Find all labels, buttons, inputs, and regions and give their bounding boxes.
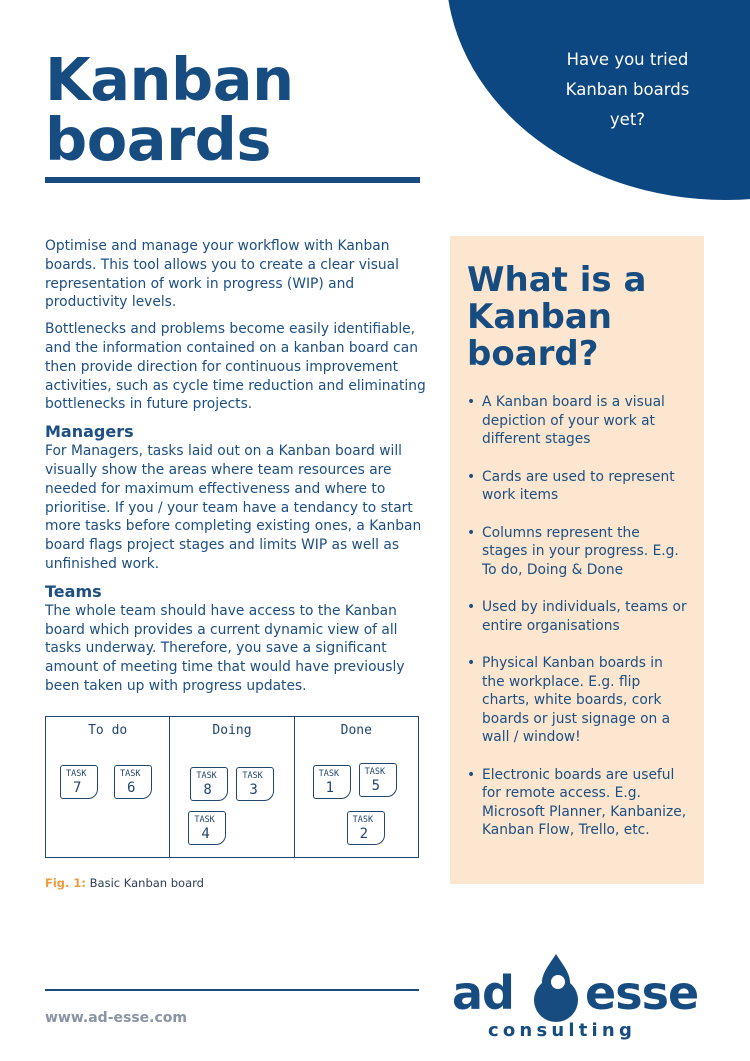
task-label: TASK: [196, 771, 217, 781]
footer-divider: [45, 989, 419, 991]
panel-heading-line: What is a: [467, 260, 647, 300]
tagline: [550, 45, 705, 135]
task-card: [188, 811, 226, 845]
bullet-item: • Columns represent the stages in your progress. E.g. To do, Doing & Done: [467, 524, 688, 580]
intro-paragraph: Optimise and manage your workflow with Kanban boards. This tool allows you to create a clear visual representation of work in progress (WIP) and productivity levels.: [45, 238, 399, 311]
logo-drop-icon: [528, 948, 584, 1030]
task-number: 7: [73, 780, 82, 796]
tagline-line: yet?: [609, 110, 646, 129]
panel-heading-line: Kanban: [467, 297, 612, 337]
managers-paragraph: For Managers, tasks laid out on a Kanban board will visually show the areas where team resources are needed for maximum effectiveness and where to prioritise. If you / your team have a tendancy to start more tasks before completing existing ones, a Kanban board flags project stages and limits WIP as well as unfinished work.: [45, 443, 422, 572]
intro-paragraph: Bottlenecks and problems become easily identifiable, and the information contained on a kanban board can then provide direction for continuous improvement activities, such as cycle time reduction and eliminating bottlenecks in future projects.: [45, 321, 426, 413]
task-card: [359, 763, 397, 797]
panel-heading: [467, 262, 688, 373]
title-line: boards: [45, 105, 272, 174]
board-column-doing: [170, 717, 294, 857]
task-number: 1: [325, 780, 335, 796]
column-heading: Done: [340, 723, 372, 738]
task-card: [190, 767, 228, 801]
logo-text-right: esse: [585, 966, 699, 1020]
task-number: 3: [249, 782, 258, 798]
panel-heading-line: board?: [467, 334, 599, 374]
board-column-todo: [46, 717, 170, 857]
bullet-item: • Cards are used to represent work items: [467, 468, 688, 505]
company-logo: [452, 948, 704, 1048]
title-divider: [45, 177, 420, 183]
task-number: 8: [203, 782, 212, 798]
board-column-done: [295, 717, 418, 857]
bullet-item: • A Kanban board is a visual depiction of your work at different stages: [467, 393, 688, 449]
task-label: TASK: [352, 815, 374, 825]
task-card: [60, 765, 98, 799]
body-column: [45, 237, 430, 704]
bullet-item: • Physical Kanban boards in the workplace. E.g. flip charts, white boards, cork boards or just signage on a wall / window!: [467, 654, 688, 747]
task-label: TASK: [364, 767, 386, 777]
column-heading: Doing: [212, 723, 252, 738]
bullet-item: • Electronic boards are useful for remote access. E.g. Microsoft Planner, Kanbanize, Kanban Flow, Trello, etc.: [467, 766, 688, 840]
figure-caption: [45, 876, 204, 890]
figure-label: Fig. 1:: [45, 876, 87, 890]
task-number: 2: [359, 826, 369, 842]
title-line: Kanban: [45, 45, 294, 114]
teams-heading: Teams: [45, 581, 102, 601]
tagline-line: Kanban boards: [565, 80, 690, 99]
task-label: TASK: [120, 769, 141, 779]
logo-text-left: ad: [452, 966, 514, 1020]
task-card: [114, 765, 152, 799]
tagline-line: Have you tried: [566, 50, 689, 69]
bullet-item: • Used by individuals, teams or entire organisations: [467, 598, 688, 635]
task-card: [313, 765, 351, 799]
task-card: [347, 811, 385, 845]
task-label: TASK: [194, 815, 215, 825]
managers-heading: Managers: [45, 422, 134, 442]
task-label: TASK: [66, 769, 87, 779]
logo-subtitle: consulting: [488, 1020, 637, 1041]
teams-paragraph: The whole team should have access to the Kanban board which provides a current dynamic view of all tasks underway. Therefore, you save a significant amount of meeting time that would have previously been taken up with progress updates.: [45, 602, 405, 694]
task-number: 6: [127, 780, 136, 796]
task-card: [236, 767, 274, 801]
panel-bullet-list: [467, 393, 688, 840]
column-heading: To do: [88, 723, 128, 738]
kanban-board-figure: [45, 716, 419, 858]
info-panel: [450, 236, 704, 884]
task-label: TASK: [242, 771, 263, 781]
page-title: [45, 45, 294, 174]
website-link[interactable]: www.ad-esse.com: [45, 1010, 187, 1026]
figure-caption-text: Basic Kanban board: [89, 876, 204, 890]
task-label: TASK: [318, 769, 340, 779]
task-number: 4: [201, 826, 210, 842]
task-number: 5: [371, 778, 381, 794]
